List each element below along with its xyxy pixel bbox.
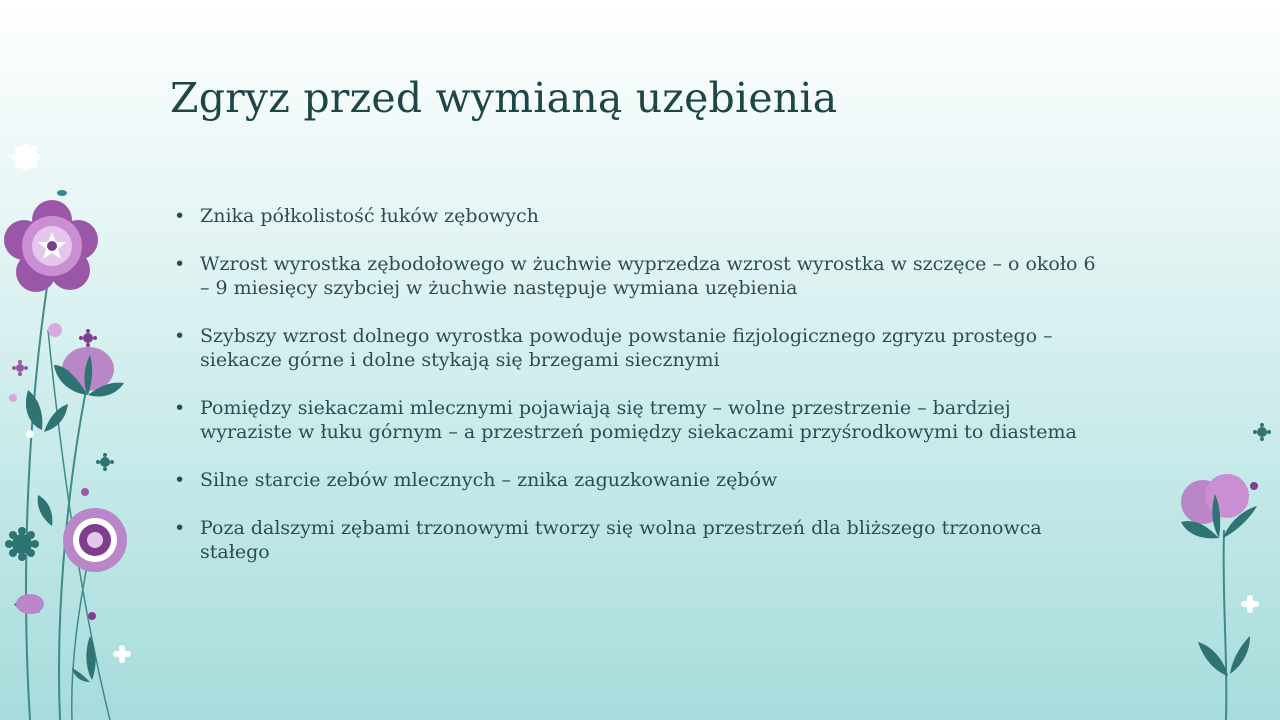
bullet-icon: • (174, 517, 186, 539)
bullet-icon: • (174, 253, 186, 275)
list-item (172, 252, 1102, 300)
bullet-text: Silne starcie zebów mlecznych – znika zaguzkowanie zębów (200, 469, 778, 491)
bullet-list (172, 204, 1102, 588)
bullet-icon: • (174, 397, 186, 419)
bullet-text: Poza dalszymi zębami trzonowymi tworzy się wolna przestrzeń dla bliższego trzonowca stałego (200, 517, 1042, 563)
right-flower-vine-icon (1181, 423, 1271, 720)
list-item (172, 516, 1102, 564)
bullet-text: Wzrost wyrostka zębodołowego w żuchwie wyprzedza wzrost wyrostka w szczęce – o około 6 – 9 miesięcy szybciej w żuchwie następuje wymiana uzębienia (200, 253, 1096, 299)
bullet-icon: • (174, 325, 186, 347)
slide-title: Zgryz przed wymianą uzębienia (170, 74, 838, 122)
bullet-text: Znika półkolistość łuków zębowych (200, 205, 539, 227)
list-item (172, 396, 1102, 444)
bullet-text: Szybszy wzrost dolnego wyrostka powoduje powstanie fizjologicznego zgryzu prostego – siekacze górne i dolne stykają się brzegami siecznymi (200, 325, 1053, 371)
bullet-icon: • (174, 469, 186, 491)
list-item (172, 204, 1102, 228)
left-flower-vine-icon (4, 143, 131, 720)
bullet-icon: • (174, 205, 186, 227)
bullet-text: Pomiędzy siekaczami mlecznymi pojawiają się tremy – wolne przestrzenie – bardziej wyraziste w łuku górnym – a przestrzeń pomiędzy siekaczami przyśrodkowymi to diastema (200, 397, 1077, 443)
list-item (172, 468, 1102, 492)
list-item (172, 324, 1102, 372)
